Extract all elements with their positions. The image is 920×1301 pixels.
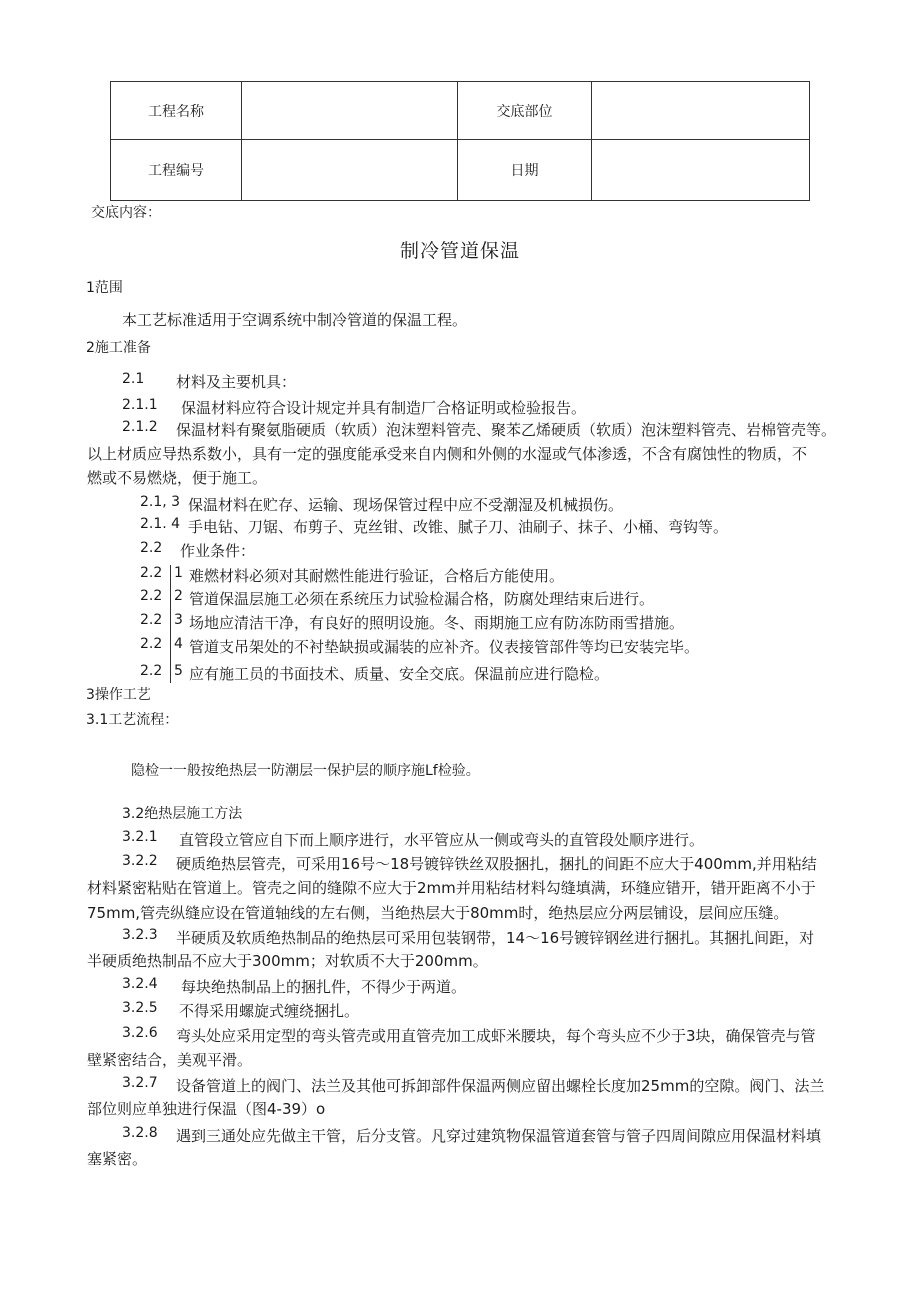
project-number-value (242, 140, 458, 201)
s3-2-8-line1: 遇到三通处应先做主干管，后分支管。凡穿过建筑物保温管道套管与管子四周间隙应用保温材料填 (176, 1127, 822, 1145)
s3-2-8-line2: 塞紧密。 (87, 1150, 148, 1168)
s2-2-3-num-b: 3 (174, 612, 183, 628)
s3-2-2-line2: 材料紧密粘贴在管道上。管壳之间的缝隙不应大于2mm并用粘结材料勾缝填满，环缝应错开，错开距离不小于 (87, 879, 816, 897)
s3-2-5-text: 不得采用螺旋式缠绕捆扎。 (179, 1002, 360, 1020)
s3-2-7-line1: 设备管道上的阀门、法兰及其他可拆卸部件保温两侧应留出螺栓长度加25mm的空隙。阀门、法兰 (176, 1077, 825, 1095)
s2-2-4-num-a: 2.2 (140, 636, 163, 652)
s2-2-1-num-b: 1 (174, 565, 183, 581)
project-number-label: 工程编号 (111, 140, 242, 201)
s2-2-4-text: 管道支吊架处的不衬垫缺损或漏装的应补齐。仪表接管部件等均已安装完毕。 (189, 638, 700, 656)
s2-1-1-text: 保温材料应符合设计规定并具有制造厂合格证明或检验报告。 (181, 399, 587, 417)
project-name-label: 工程名称 (111, 82, 242, 140)
date-value (592, 140, 810, 201)
s2-2-1-text: 难燃材料必须对其耐燃性能进行验证，合格后方能使用。 (189, 567, 565, 585)
project-name-value (242, 82, 458, 140)
s2-1-2-line2: 以上材质应导热系数小，具有一定的强度能承受来自内侧和外侧的水湿或气体渗透，不含有腐蚀性的物质，不 (87, 445, 808, 463)
doc-title: 制冷管道保温 (399, 240, 520, 262)
s2-1-1-num: 2.1.1 (122, 397, 158, 413)
s2-2-2-num-a: 2.2 (140, 588, 163, 604)
section-1-heading: 1范围 (86, 280, 123, 296)
s2-2-2-text: 管道保温层施工必须在系统压力试验检漏合格，防腐处理结束后进行。 (189, 590, 655, 608)
s3-2-4-text: 每块绝热制品上的捆扎件，不得少于两道。 (181, 978, 467, 996)
s3-2-heading: 3.2绝热层施工方法 (122, 806, 243, 822)
s3-2-2-num: 3.2.2 (122, 853, 158, 869)
s2-1-4-num: 2.1. 4 (140, 516, 181, 532)
s2-1-3-text: 保温材料在贮存、运输、现场保管过程中应不受潮湿及机械损伤。 (188, 496, 624, 514)
s3-2-2-line1: 硬质绝热层管壳，可采用16号～18号镀锌铁丝双股捆扎，捆扎的间距不应大于400mm,并用粘结 (176, 855, 817, 873)
s2-2-num: 2.2 (140, 540, 163, 556)
s3-2-4-num: 3.2.4 (122, 976, 158, 992)
s2-1-num: 2.1 (122, 371, 145, 387)
section-3-heading: 3操作工艺 (86, 687, 151, 703)
numbering-bar (170, 565, 171, 683)
s2-2-text: 作业条件： (180, 542, 256, 560)
s2-2-4-num-b: 4 (174, 636, 183, 652)
handover-part-label: 交底部位 (458, 82, 592, 140)
s2-2-2-num-b: 2 (174, 588, 183, 604)
info-table (110, 81, 810, 201)
s3-2-6-line1: 弯头处应采用定型的弯头管壳或用直管壳加工成虾米腰块，每个弯头应不少于3块，确保管壳与管 (176, 1027, 816, 1045)
s3-2-7-num: 3.2.7 (122, 1075, 158, 1091)
s2-2-5-num-a: 2.2 (140, 663, 163, 679)
s2-2-5-num-b: 5 (174, 663, 183, 679)
s3-2-5-num: 3.2.5 (122, 1000, 158, 1016)
section-1-text: 本工艺标准适用于空调系统中制冷管道的保温工程。 (122, 311, 468, 329)
s3-2-2-line3: 75mm,管壳纵缝应设在管道轴线的左右侧，当绝热层大于80mm时，绝热层应分两层铺设，层间应压缝。 (87, 904, 789, 922)
content-label: 交底内容： (91, 205, 161, 221)
s2-1-text: 材料及主要机具： (176, 373, 297, 391)
s3-2-3-line2: 半硬质绝热制品不应大于300mm；对软质不大于200mm。 (87, 952, 488, 970)
s3-2-8-num: 3.2.8 (122, 1125, 158, 1141)
s3-2-3-num: 3.2.3 (122, 927, 158, 943)
s2-1-4-text: 手电钻、刀锯、布剪子、克丝钳、改锥、腻子刀、油刷子、抹子、小桶、弯钩等。 (188, 518, 729, 536)
s3-1-flow: 隐检一一般按绝热层一防潮层一保护层的顺序施Lf检验。 (131, 763, 480, 779)
s3-2-3-line1: 半硬质及软质绝热制品的绝热层可采用包装钢带，14～16号镀锌钢丝进行捆扎。其捆扎间距，对 (176, 929, 815, 947)
s2-2-3-text: 场地应清洁干净，有良好的照明设施。冬、雨期施工应有防冻防雨雪措施。 (189, 614, 685, 632)
s3-2-6-num: 3.2.6 (122, 1025, 158, 1041)
s3-1-heading: 3.1工艺流程： (86, 712, 179, 728)
s2-1-3-num: 2.1, 3 (140, 494, 181, 510)
s3-2-6-line2: 壁紧密结合，美观平滑。 (87, 1051, 253, 1069)
s2-2-3-num-a: 2.2 (140, 612, 163, 628)
s2-1-2-num: 2.1.2 (122, 419, 158, 435)
date-label: 日期 (458, 140, 592, 201)
section-2-heading: 2施工准备 (86, 340, 151, 356)
s3-2-1-text: 直管段立管应自下而上顺序进行，水平管应从一侧或弯头的直管段处顺序进行。 (179, 831, 705, 849)
s2-2-1-num-a: 2.2 (140, 565, 163, 581)
handover-part-value (592, 82, 810, 140)
s2-1-2-line3: 燃或不易燃烧，便于施工。 (87, 469, 268, 487)
s2-1-2-line1: 保温材料有聚氨脂硬质（软质）泡沫塑料管壳、聚苯乙烯硬质（软质）泡沫塑料管壳、岩棉管壳等。 (176, 421, 837, 439)
s3-2-1-num: 3.2.1 (122, 829, 158, 845)
s3-2-7-line2: 部位则应单独进行保温（图4-39）o (87, 1100, 326, 1118)
s2-2-5-text: 应有施工员的书面技术、质量、安全交底。保温前应进行隐检。 (189, 665, 610, 683)
